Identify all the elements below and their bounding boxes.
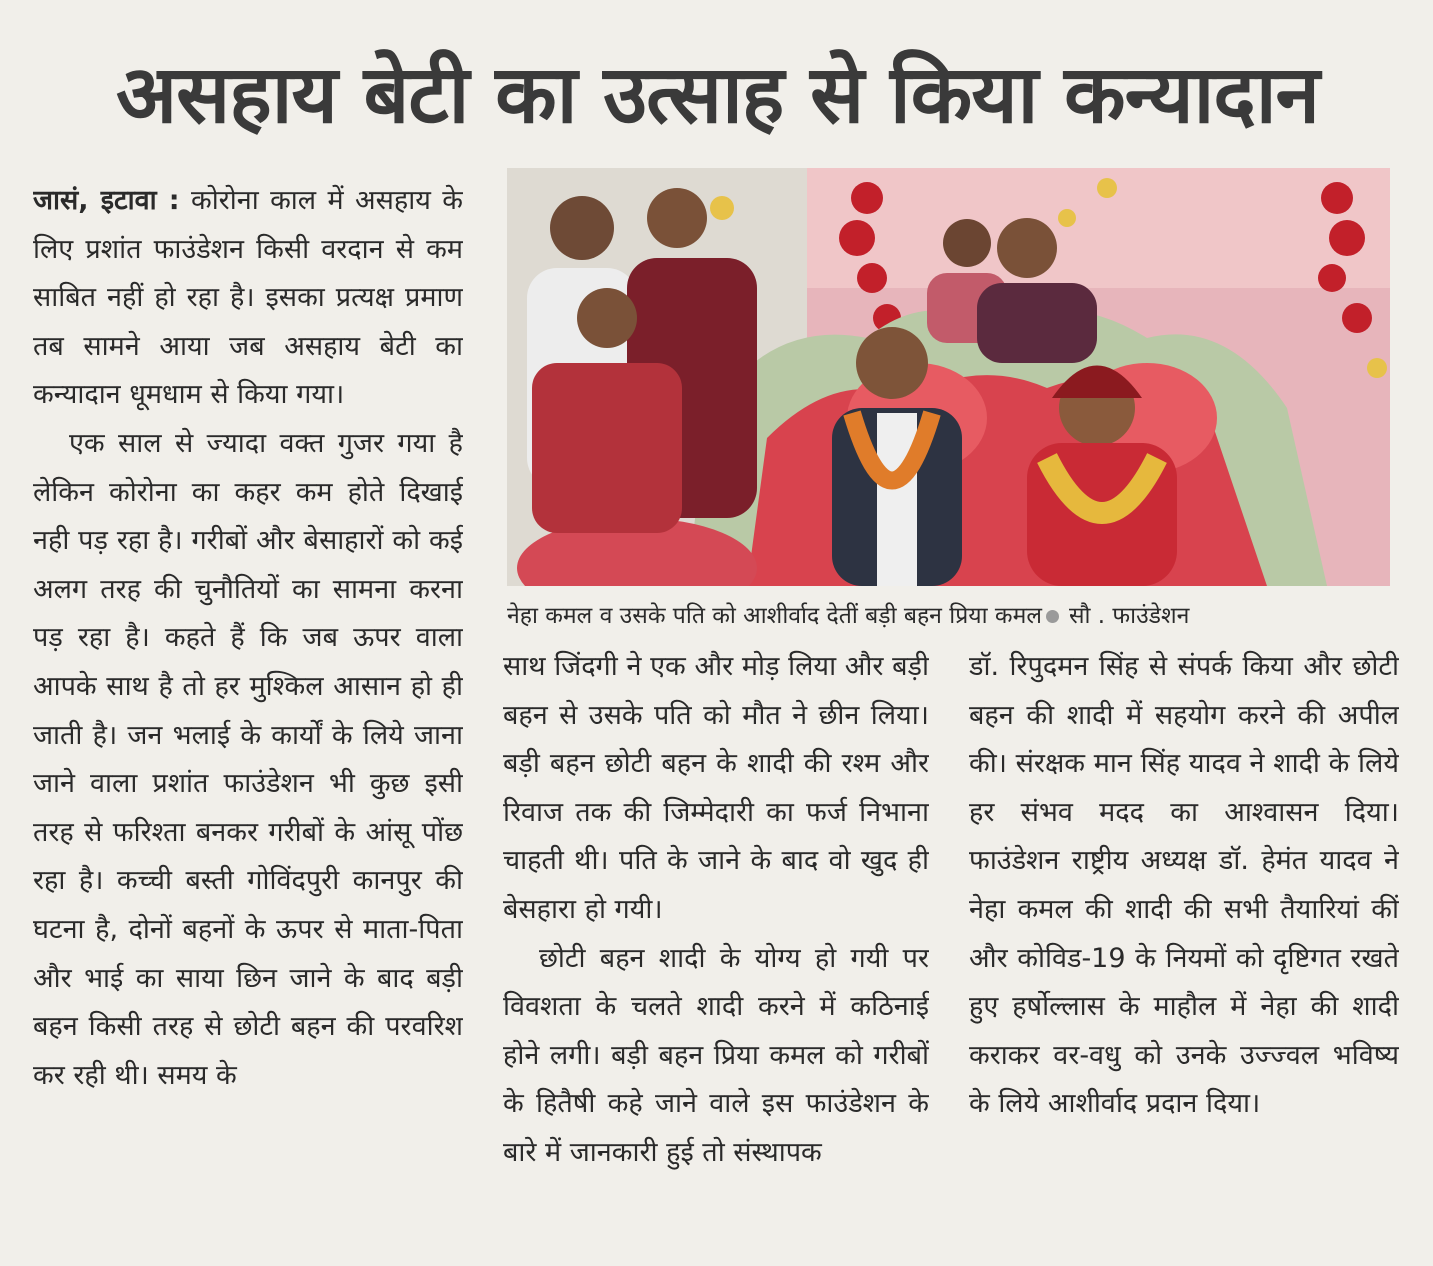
- photo-illustration: [507, 168, 1390, 586]
- paragraph: एक साल से ज्यादा वक्त गुजर गया है लेकिन कोरोना का कहर कम होते दिखाई नही पड़ रहा है। गरीबों और बेसाहारों को कई अलग तरह की चुनौतियों का सामना करना पड़ रहा है। कहते हैं कि जब ऊपर वाला आपके साथ है तो हर मुश्किल आसान हो ही जाती है। जन भलाई के कार्यों के लिये जाना जाने वाला प्रशांत फाउंडेशन भी कुछ इसी तरह से फरिश्ता बनकर गरीबों के आंसू पोंछ रहा है। कच्ची बस्ती गोविंदपुरी कानपुर की घटना है, दोनों बहनों के ऊपर से माता-पिता और भाई का साया छिन जाने के बाद बड़ी बहन किसी तरह से छोटी बहन की परवरिश कर रही थी। समय के: [33, 427, 463, 1091]
- lead-text: कोरोना काल में असहाय के लिए प्रशांत फाउंडेशन किसी वरदान से कम साबित नहीं हो रहा है। इसका प्रत्यक्ष प्रमाण तब सामने आया जब असहाय बेटी का कन्यादान धूमधाम से किया गया।: [33, 185, 463, 411]
- paragraph: डॉ. रिपुदमन सिंह से संपर्क किया और छोटी बहन की शादी में सहयोग करने की अपील की। संरक्षक मान सिंह यादव ने शादी के लिये हर संभव मदद का आश्वासन दिया। फाउंडेशन राष्ट्रीय अध्यक्ष डॉ. हेमंत यादव ने नेहा कमल की शादी की सभी तैयारियां कीं और कोविड-19 के नियमों को दृष्टिगत रखते हुए हर्षोल्लास के माहौल में नेहा की शादी कराकर वर-वधु को उनके उज्ज्वल भविष्य के लिये आशीर्वाद प्रदान दिया।: [969, 651, 1399, 1120]
- headline: असहाय बेटी का उत्साह से किया कन्यादान: [116, 48, 1319, 141]
- caption-text: नेहा कमल व उसके पति को आशीर्वाद देतीं बड़ी बहन प्रिया कमल: [507, 603, 1042, 629]
- paragraph: साथ जिंदगी ने एक और मोड़ लिया और बड़ी बहन से उसके पति को मौत ने छीन लिया। बड़ी बहन छोटी बहन के शादी की रश्म और रिवाज तक की जिम्मेदारी का फर्ज निभाना चाहती थी। पति के जाने के बाद वो खुद ही बेसहारा हो गयी।: [503, 651, 929, 925]
- dateline: जासं, इटावा :: [33, 185, 180, 216]
- bullet-icon: [1046, 610, 1059, 623]
- photo-credit: सौ . फाउंडेशन: [1068, 603, 1190, 629]
- photo-caption: [507, 598, 1390, 634]
- article-column-2: [503, 643, 929, 1253]
- lead-paragraph: [33, 177, 463, 420]
- wedding-photo: [507, 168, 1390, 586]
- article-column-1: [33, 177, 463, 1252]
- article-column-3: [969, 643, 1399, 1253]
- paragraph: छोटी बहन शादी के योग्य हो गयी पर विवशता के चलते शादी करने में कठिनाई होने लगी। बड़ी बहन प्रिया कमल को गरीबों के हितैषी कहे जाने वाले इस फाउंडेशन के बारे में जानकारी हुई तो संस्थापक: [503, 942, 929, 1168]
